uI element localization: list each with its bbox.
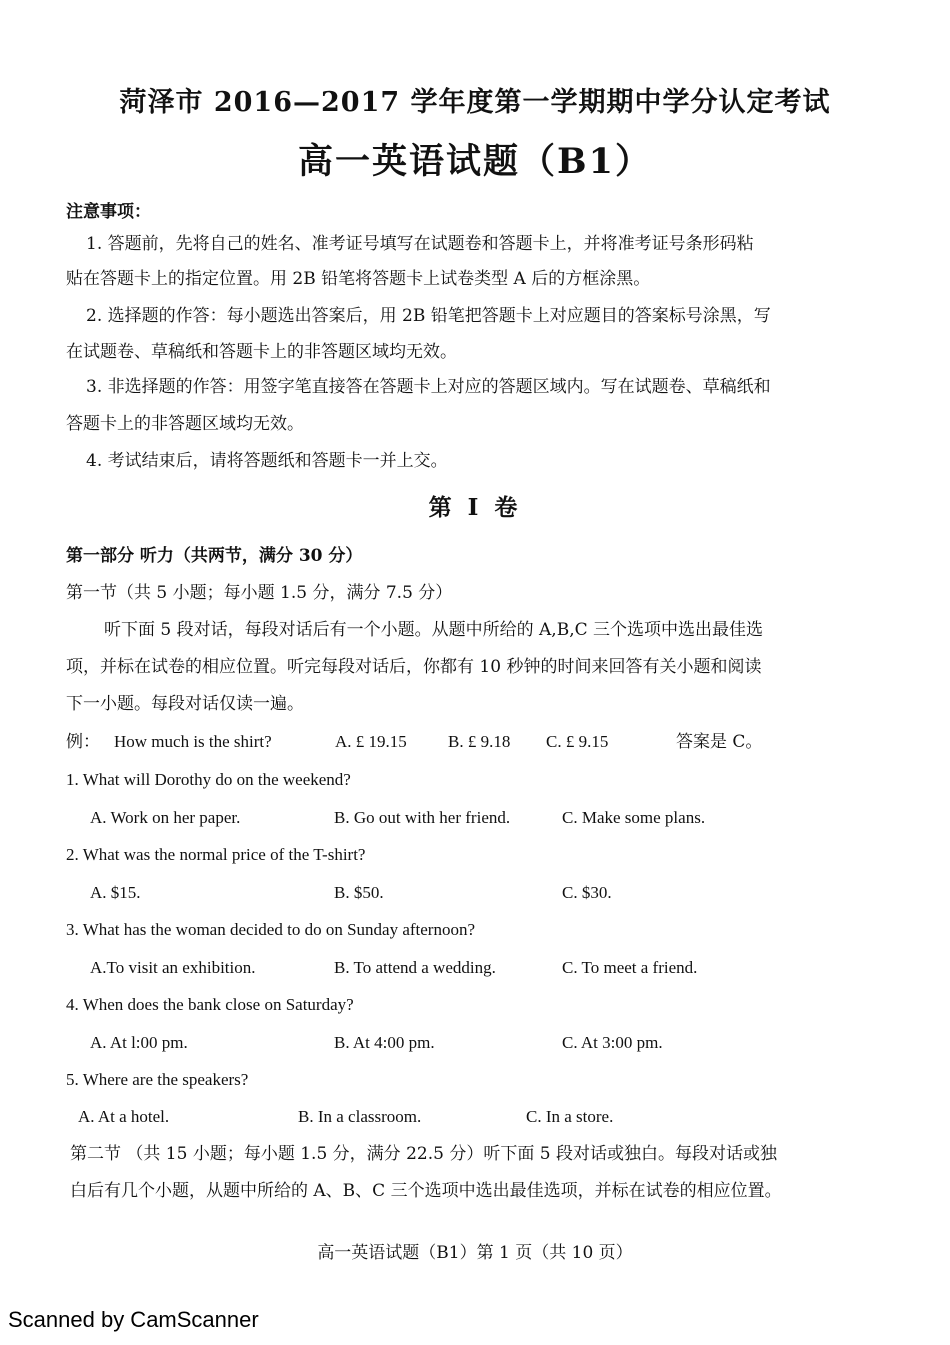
question-2-option-b: B. $50. [334,883,384,902]
section2-line-1: 第二节 （共 15 小题；每小题 1.5 分，满分 22.5 分）听下面 5 段对话或独白。每段对话或独 [70,1144,777,1164]
question-1-option-a: A. Work on her paper. [90,808,241,827]
question-5: 5. Where are the speakers? [66,1070,249,1089]
instructions-line-1: 听下面 5 段对话，每段对话后有一个小题。从题中所给的 A,B,C 三个选项中选出最佳选 [104,620,764,640]
question-1-option-c: C. Make some plans. [562,808,706,827]
example-answer: 答案是 C。 [676,732,763,752]
volume-title: 第 I 卷 [428,494,522,521]
instructions-line-3: 下一小题。每段对话仅读一遍。 [66,694,304,714]
exam-title: 菏泽市 2016—2017 学年度第一学期期中学分认定考试 [119,87,831,118]
example-question: How much is the shirt? [114,732,272,751]
notice-item-3-cont: 答题卡上的非答题区域均无效。 [66,414,304,434]
question-3-option-c: C. To meet a friend. [562,958,698,977]
question-5-option-b: B. In a classroom. [298,1107,422,1126]
part1-heading: 第一部分 听力（共两节，满分 30 分） [66,546,363,566]
notice-heading: 注意事项： [66,202,151,222]
paper-title: 高一英语试题（B1） [298,141,652,182]
example-option-c: C. £ 9.15 [546,732,609,751]
question-4-option-b: B. At 4:00 pm. [334,1033,435,1052]
example-option-a: A. £ 19.15 [335,732,407,751]
question-2-option-c: C. $30. [562,883,612,902]
question-2-option-a: A. $15. [90,883,141,902]
question-1: 1. What will Dorothy do on the weekend? [66,770,351,789]
notice-item-1: 1. 答题前，先将自己的姓名、准考证号填写在试题卷和答题卡上，并将准考证号条形码粘 [86,234,754,254]
notice-item-2-cont: 在试题卷、草稿纸和答题卡上的非答题区域均无效。 [66,342,457,362]
question-4-option-a: A. At l:00 pm. [90,1033,188,1052]
question-1-option-b: B. Go out with her friend. [334,808,511,827]
question-4-option-c: C. At 3:00 pm. [562,1033,663,1052]
instructions-line-2: 项，并标在试卷的相应位置。听完每段对话后，你都有 10 秒钟的时间来回答有关小题和阅读 [66,657,762,677]
notice-item-2: 2. 选择题的作答：每小题选出答案后，用 2B 铅笔把答题卡上对应题目的答案标号涂黑，写 [86,306,771,326]
question-3-option-b: B. To attend a wedding. [334,958,496,977]
scanner-watermark: Scanned by CamScanner [8,1307,259,1332]
notice-item-1-cont: 贴在答题卡上的指定位置。用 2B 铅笔将答题卡上试卷类型 A 后的方框涂黑。 [66,269,651,289]
question-3: 3. What has the woman decided to do on Sunday afternoon? [66,920,475,939]
example-label: 例： [66,732,100,752]
question-2: 2. What was the normal price of the T-shirt? [66,845,366,864]
question-4: 4. When does the bank close on Saturday? [66,995,354,1014]
question-5-option-a: A. At a hotel. [78,1107,170,1126]
example-option-b: B. £ 9.18 [448,732,511,751]
question-5-option-c: C. In a store. [526,1107,614,1126]
section2-line-2: 白后有几个小题，从题中所给的 A、B、C 三个选项中选出最佳选项，并标在试卷的相应位置。 [70,1181,782,1201]
question-3-option-a: A.To visit an exhibition. [90,958,256,977]
notice-item-3: 3. 非选择题的作答：用签字笔直接答在答题卡上对应的答题区域内。写在试题卷、草稿纸和 [86,377,771,397]
section1-heading: 第一节（共 5 小题；每小题 1.5 分，满分 7.5 分） [66,583,453,603]
notice-item-4: 4. 考试结束后，请将答题纸和答题卡一并上交。 [86,451,448,471]
page-footer: 高一英语试题（B1）第 1 页（共 10 页） [317,1243,633,1263]
